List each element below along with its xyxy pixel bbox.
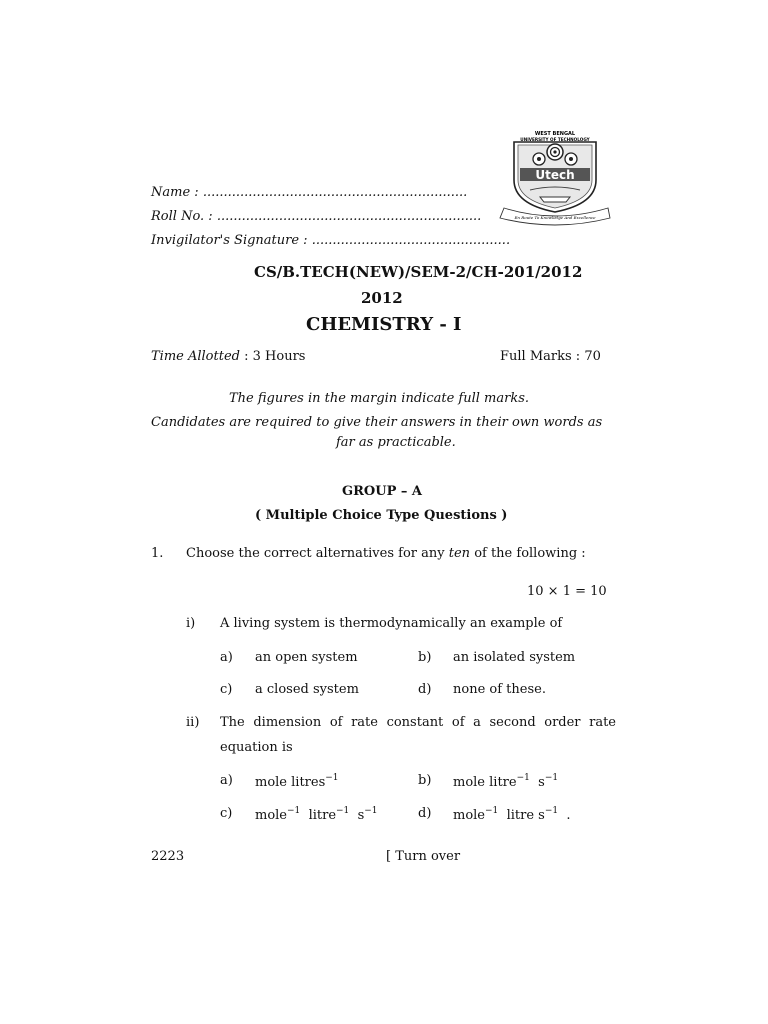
- logo-top-text-1: WEST BENGAL: [534, 131, 576, 137]
- qii-option-b-text: mole litre$^{-1}$ $s^{-1}$: [453, 773, 559, 790]
- instruction-line-1: The figures in the margin indicate full marks.: [229, 391, 530, 406]
- group-subtitle: ( Multiple Choice Type Questions ): [255, 508, 508, 523]
- instruction-line-3: far as practicable.: [336, 435, 456, 450]
- logo-top-text-2: UNIVERSITY OF TECHNOLOGY: [520, 137, 590, 142]
- qi-text: A living system is thermodynamically an example of: [220, 616, 563, 631]
- instruction-line-2: Candidates are required to give their answers in their own words as: [151, 415, 603, 430]
- qi-option-d-text: none of these.: [453, 682, 546, 697]
- qii-option-a-text: mole litres$^{-1}$: [255, 773, 339, 790]
- paper-subject: CHEMISTRY - I: [306, 314, 462, 335]
- logo-name: Utech: [535, 168, 575, 182]
- name-field[interactable]: Name : ................................................................: [151, 185, 468, 200]
- qi-option-a-text: an open system: [255, 650, 358, 665]
- q1-text: Choose the correct alternatives for any ten of the following :: [186, 546, 586, 561]
- qi-number: i): [186, 616, 196, 631]
- qi-option-b-text: an isolated system: [453, 650, 576, 665]
- logo-motto: En Route To Knowledge And Excellence: [514, 215, 596, 220]
- qii-option-c-text: mole$^{-1}$ litre$^{-1}$ $s^{-1}$: [255, 806, 378, 823]
- time-allotted: Time Allotted : 3 Hours: [151, 349, 306, 364]
- qii-text-line-2: equation is: [220, 740, 293, 755]
- qii-option-d[interactable]: d): [418, 806, 432, 821]
- full-marks: Full Marks : 70: [500, 349, 601, 364]
- qi-option-a[interactable]: a): [220, 650, 233, 665]
- page-code: 2223: [151, 849, 185, 864]
- qii-option-c[interactable]: c): [220, 806, 233, 821]
- qii-option-b[interactable]: b): [418, 773, 432, 788]
- qii-option-a[interactable]: a): [220, 773, 233, 788]
- qii-option-d-text: mole$^{-1}$ litre $s^{-1}$ .: [453, 806, 571, 823]
- invigilator-signature-field[interactable]: Invigilator's Signature : ................................................: [151, 233, 511, 248]
- qi-option-d[interactable]: d): [418, 682, 432, 697]
- qi-option-c-text: a closed system: [255, 682, 359, 697]
- q1-marks: 10 × 1 = 10: [527, 584, 607, 599]
- q1-number: 1.: [151, 546, 164, 561]
- group-title: GROUP – A: [342, 484, 422, 499]
- paper-code: CS/B.TECH(NEW)/SEM-2/CH-201/2012: [254, 263, 583, 281]
- roll-no-field[interactable]: Roll No. : ................................................................: [151, 209, 482, 224]
- qi-option-c[interactable]: c): [220, 682, 233, 697]
- utech-logo: [496, 128, 614, 232]
- paper-year: 2012: [361, 289, 403, 307]
- turn-over: [ Turn over: [386, 849, 461, 864]
- qii-text-line-1: The dimension of rate constant of a second order rate: [220, 715, 616, 730]
- qii-number: ii): [186, 715, 200, 730]
- qi-option-b[interactable]: b): [418, 650, 432, 665]
